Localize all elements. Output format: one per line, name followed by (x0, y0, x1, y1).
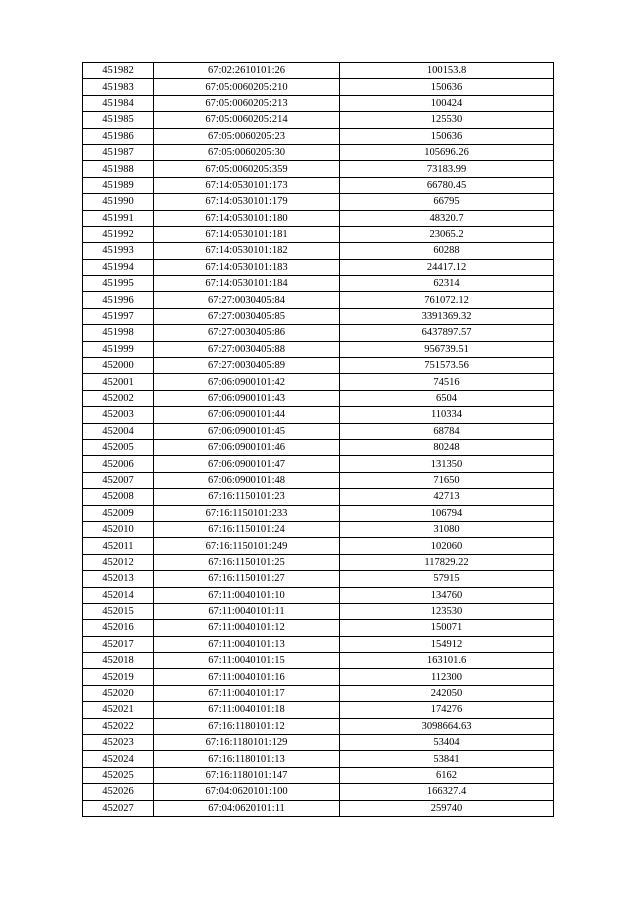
cadastral-number-cell: 67:14:0530101:180 (154, 210, 340, 226)
table-row (83, 308, 554, 324)
record-id-cell: 451990 (83, 194, 154, 210)
value-cell: 23065.2 (340, 226, 554, 242)
cadastral-number-cell: 67:11:0040101:15 (154, 653, 340, 669)
table-row (83, 341, 554, 357)
record-id-cell: 451997 (83, 308, 154, 324)
value-cell: 110334 (340, 407, 554, 423)
value-cell: 6437897.57 (340, 325, 554, 341)
record-id-cell: 451993 (83, 243, 154, 259)
value-cell: 112300 (340, 669, 554, 685)
cadastral-number-cell: 67:27:0030405:85 (154, 308, 340, 324)
record-id-cell: 452021 (83, 702, 154, 718)
cadastral-number-cell: 67:16:1150101:233 (154, 505, 340, 521)
table-row (83, 177, 554, 193)
table-row (83, 243, 554, 259)
table-row (83, 669, 554, 685)
table-row (83, 571, 554, 587)
cadastral-number-cell: 67:16:1150101:24 (154, 521, 340, 537)
table-row (83, 161, 554, 177)
cadastral-number-cell: 67:16:1150101:249 (154, 538, 340, 554)
table-row (83, 603, 554, 619)
table-row (83, 653, 554, 669)
cadastral-number-cell: 67:16:1180101:13 (154, 751, 340, 767)
record-id-cell: 452014 (83, 587, 154, 603)
value-cell: 134760 (340, 587, 554, 603)
table-row (83, 112, 554, 128)
record-id-cell: 452025 (83, 767, 154, 783)
table-row (83, 456, 554, 472)
record-id-cell: 452005 (83, 439, 154, 455)
table-row (83, 407, 554, 423)
value-cell: 73183.99 (340, 161, 554, 177)
cadastral-number-cell: 67:02:2610101:26 (154, 63, 340, 79)
value-cell: 100153.8 (340, 63, 554, 79)
record-id-cell: 451987 (83, 144, 154, 160)
record-id-cell: 452001 (83, 374, 154, 390)
cadastral-number-cell: 67:14:0530101:179 (154, 194, 340, 210)
cadastral-number-cell: 67:05:0060205:359 (154, 161, 340, 177)
table-row (83, 276, 554, 292)
record-id-cell: 451992 (83, 226, 154, 242)
record-id-cell: 452004 (83, 423, 154, 439)
table-row (83, 63, 554, 79)
record-id-cell: 451986 (83, 128, 154, 144)
cadastral-number-cell: 67:06:0900101:48 (154, 472, 340, 488)
table-row (83, 784, 554, 800)
record-id-cell: 451983 (83, 79, 154, 95)
table-row (83, 702, 554, 718)
table-row (83, 800, 554, 816)
cadastral-number-cell: 67:06:0900101:46 (154, 439, 340, 455)
cadastral-number-cell: 67:27:0030405:89 (154, 358, 340, 374)
table-row (83, 767, 554, 783)
cadastral-number-cell: 67:06:0900101:43 (154, 390, 340, 406)
cadastral-number-cell: 67:11:0040101:18 (154, 702, 340, 718)
table-row (83, 325, 554, 341)
record-id-cell: 451984 (83, 95, 154, 111)
value-cell: 125530 (340, 112, 554, 128)
table-row (83, 587, 554, 603)
table-row (83, 636, 554, 652)
value-cell: 24417.12 (340, 259, 554, 275)
cadastral-number-cell: 67:14:0530101:173 (154, 177, 340, 193)
cadastral-number-cell: 67:11:0040101:10 (154, 587, 340, 603)
cadastral-number-cell: 67:14:0530101:181 (154, 226, 340, 242)
table-row (83, 423, 554, 439)
value-cell: 154912 (340, 636, 554, 652)
record-id-cell: 451995 (83, 276, 154, 292)
record-id-cell: 452011 (83, 538, 154, 554)
value-cell: 163101.6 (340, 653, 554, 669)
table-row (83, 194, 554, 210)
cadastral-number-cell: 67:11:0040101:11 (154, 603, 340, 619)
record-id-cell: 452018 (83, 653, 154, 669)
cadastral-number-cell: 67:27:0030405:84 (154, 292, 340, 308)
cadastral-number-cell: 67:27:0030405:88 (154, 341, 340, 357)
value-cell: 117829.22 (340, 554, 554, 570)
cadastral-number-cell: 67:04:0620101:100 (154, 784, 340, 800)
value-cell: 53841 (340, 751, 554, 767)
cadastral-number-cell: 67:06:0900101:42 (154, 374, 340, 390)
value-cell: 106794 (340, 505, 554, 521)
record-id-cell: 452012 (83, 554, 154, 570)
value-cell: 150071 (340, 620, 554, 636)
record-id-cell: 452017 (83, 636, 154, 652)
value-cell: 66795 (340, 194, 554, 210)
cadastral-number-cell: 67:11:0040101:16 (154, 669, 340, 685)
cadastral-number-cell: 67:11:0040101:13 (154, 636, 340, 652)
value-cell: 6504 (340, 390, 554, 406)
record-id-cell: 451991 (83, 210, 154, 226)
table-body (83, 63, 554, 817)
value-cell: 3391369.32 (340, 308, 554, 324)
record-id-cell: 452027 (83, 800, 154, 816)
value-cell: 259740 (340, 800, 554, 816)
value-cell: 60288 (340, 243, 554, 259)
table-row (83, 685, 554, 701)
table-row (83, 554, 554, 570)
table-row (83, 439, 554, 455)
value-cell: 6162 (340, 767, 554, 783)
record-id-cell: 452026 (83, 784, 154, 800)
table-row (83, 358, 554, 374)
record-id-cell: 452013 (83, 571, 154, 587)
value-cell: 105696.26 (340, 144, 554, 160)
record-id-cell: 452009 (83, 505, 154, 521)
value-cell: 242050 (340, 685, 554, 701)
table-row (83, 390, 554, 406)
table-row (83, 95, 554, 111)
value-cell: 166327.4 (340, 784, 554, 800)
record-id-cell: 451985 (83, 112, 154, 128)
record-id-cell: 451982 (83, 63, 154, 79)
cadastral-number-cell: 67:06:0900101:44 (154, 407, 340, 423)
record-id-cell: 452007 (83, 472, 154, 488)
value-cell: 66780.45 (340, 177, 554, 193)
table-row (83, 128, 554, 144)
table-row (83, 718, 554, 734)
cadastral-number-cell: 67:16:1150101:25 (154, 554, 340, 570)
cadastral-number-cell: 67:11:0040101:17 (154, 685, 340, 701)
cadastral-number-cell: 67:16:1150101:27 (154, 571, 340, 587)
record-id-cell: 452015 (83, 603, 154, 619)
table-row (83, 226, 554, 242)
table-row (83, 505, 554, 521)
record-id-cell: 452024 (83, 751, 154, 767)
value-cell: 174276 (340, 702, 554, 718)
value-cell: 53404 (340, 735, 554, 751)
cadastral-number-cell: 67:05:0060205:213 (154, 95, 340, 111)
table-row (83, 538, 554, 554)
record-id-cell: 452022 (83, 718, 154, 734)
table-row (83, 735, 554, 751)
table-row (83, 259, 554, 275)
cadastral-number-cell: 67:11:0040101:12 (154, 620, 340, 636)
record-id-cell: 452010 (83, 521, 154, 537)
value-cell: 80248 (340, 439, 554, 455)
value-cell: 42713 (340, 489, 554, 505)
value-cell: 71650 (340, 472, 554, 488)
table-row (83, 144, 554, 160)
record-id-cell: 452019 (83, 669, 154, 685)
cadastral-number-cell: 67:14:0530101:183 (154, 259, 340, 275)
value-cell: 131350 (340, 456, 554, 472)
record-id-cell: 452003 (83, 407, 154, 423)
record-id-cell: 452016 (83, 620, 154, 636)
value-cell: 150636 (340, 128, 554, 144)
cadastral-number-cell: 67:05:0060205:23 (154, 128, 340, 144)
table-row (83, 79, 554, 95)
table-row (83, 620, 554, 636)
record-id-cell: 452023 (83, 735, 154, 751)
cadastral-number-cell: 67:16:1180101:129 (154, 735, 340, 751)
value-cell: 761072.12 (340, 292, 554, 308)
record-id-cell: 451996 (83, 292, 154, 308)
record-id-cell: 451999 (83, 341, 154, 357)
value-cell: 68784 (340, 423, 554, 439)
cadastral-number-cell: 67:04:0620101:11 (154, 800, 340, 816)
value-cell: 956739.51 (340, 341, 554, 357)
value-cell: 48320.7 (340, 210, 554, 226)
record-id-cell: 451994 (83, 259, 154, 275)
table-row (83, 521, 554, 537)
cadastral-number-cell: 67:05:0060205:30 (154, 144, 340, 160)
cadastral-number-cell: 67:05:0060205:210 (154, 79, 340, 95)
value-cell: 31080 (340, 521, 554, 537)
record-id-cell: 451988 (83, 161, 154, 177)
cadastral-number-cell: 67:14:0530101:182 (154, 243, 340, 259)
table-row (83, 210, 554, 226)
cadastral-number-cell: 67:27:0030405:86 (154, 325, 340, 341)
table-row (83, 751, 554, 767)
value-cell: 102060 (340, 538, 554, 554)
table-row (83, 374, 554, 390)
value-cell: 62314 (340, 276, 554, 292)
record-id-cell: 452008 (83, 489, 154, 505)
cadastral-number-cell: 67:16:1180101:12 (154, 718, 340, 734)
table-row (83, 292, 554, 308)
record-id-cell: 451998 (83, 325, 154, 341)
record-id-cell: 451989 (83, 177, 154, 193)
value-cell: 3098664.63 (340, 718, 554, 734)
table-row (83, 489, 554, 505)
cadastral-number-cell: 67:05:0060205:214 (154, 112, 340, 128)
cadastral-number-cell: 67:16:1150101:23 (154, 489, 340, 505)
record-id-cell: 452020 (83, 685, 154, 701)
value-cell: 100424 (340, 95, 554, 111)
value-cell: 74516 (340, 374, 554, 390)
cadastral-number-cell: 67:16:1180101:147 (154, 767, 340, 783)
record-id-cell: 452000 (83, 358, 154, 374)
record-id-cell: 452006 (83, 456, 154, 472)
cadastral-number-cell: 67:06:0900101:47 (154, 456, 340, 472)
record-id-cell: 452002 (83, 390, 154, 406)
data-table (82, 62, 554, 817)
table-row (83, 472, 554, 488)
value-cell: 123530 (340, 603, 554, 619)
cadastral-number-cell: 67:14:0530101:184 (154, 276, 340, 292)
value-cell: 150636 (340, 79, 554, 95)
value-cell: 751573.56 (340, 358, 554, 374)
cadastral-number-cell: 67:06:0900101:45 (154, 423, 340, 439)
value-cell: 57915 (340, 571, 554, 587)
